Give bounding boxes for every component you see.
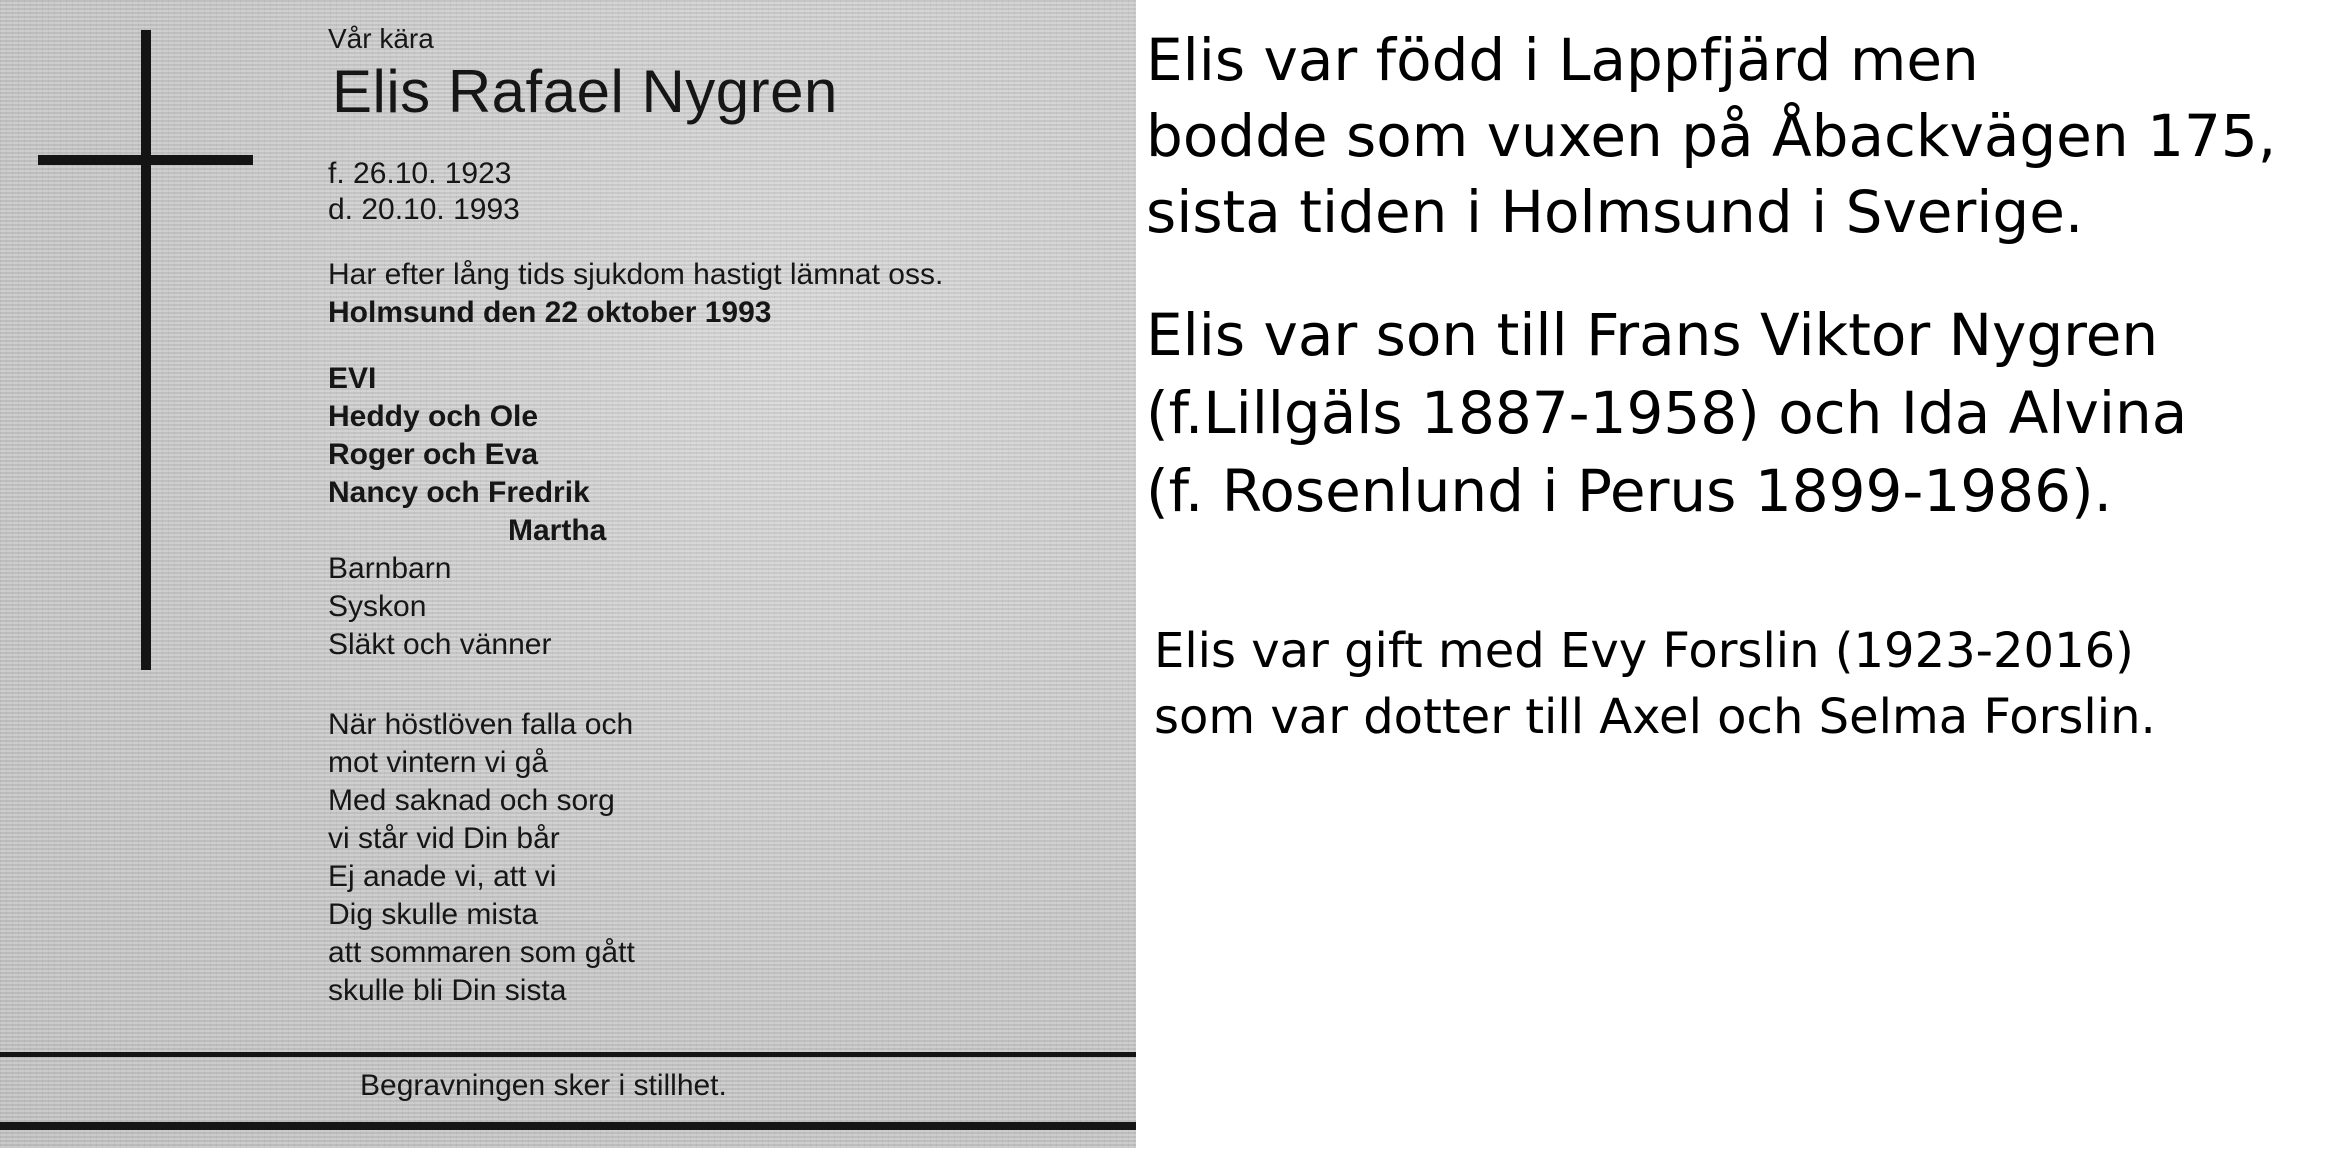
bottom-border-rule: [0, 1122, 1136, 1130]
notice-intro: Vår kära: [328, 23, 434, 54]
paragraph-line: bodde som vuxen på Åbackvägen 175,: [1146, 102, 2277, 170]
mourner-item: Heddy och Ole: [328, 400, 539, 433]
poem-line: Dig skulle mista: [328, 898, 539, 931]
poem-line: skulle bli Din sista: [328, 974, 567, 1007]
birth-date: f. 26.10. 1923: [328, 157, 512, 190]
life-dates: [328, 156, 1088, 228]
funeral-note: Begravningen sker i stillhet.: [360, 1069, 727, 1102]
deceased-name: Elis Rafael Nygren: [332, 58, 838, 125]
death-notice: [328, 22, 1088, 1010]
obituary-clipping: [0, 0, 1136, 1148]
residence-paragraph: [1146, 22, 2336, 250]
poem-line: Med saknad och sorg: [328, 784, 615, 817]
mourner-item: Nancy och Fredrik: [328, 476, 590, 509]
relatives-item: Släkt och vänner: [328, 628, 552, 661]
poem-line: Ej anade vi, att vi: [328, 860, 557, 893]
mourner-item: EVI: [328, 362, 377, 395]
notice-message: [328, 256, 1088, 332]
relatives-item: Syskon: [328, 590, 427, 623]
death-date: d. 20.10. 1993: [328, 193, 520, 226]
paragraph-line: (f.Lillgäls 1887-1958) och Ida Alvina: [1146, 379, 2188, 447]
divider-rule: [0, 1052, 1136, 1057]
mourners-list: [328, 360, 1088, 550]
message-text: Har efter lång tids sjukdom hastigt lämnat oss.: [328, 258, 944, 291]
poem-line: När höstlöven falla och: [328, 708, 634, 741]
cross-vertical-bar: [141, 30, 151, 670]
mourner-item: Martha: [508, 514, 607, 547]
paragraph-line: Elis var gift med Evy Forslin (1923-2016): [1154, 623, 2134, 679]
relatives-list: [328, 550, 1088, 664]
mourner-item: Roger och Eva: [328, 438, 539, 471]
relatives-item: Barnbarn: [328, 552, 452, 585]
paragraph-line: sista tiden i Holmsund i Sverige.: [1146, 178, 2084, 246]
paragraph-line: Elis var son till Frans Viktor Nygren: [1146, 301, 2159, 369]
spouse-paragraph: [1154, 618, 2344, 750]
parents-paragraph: [1146, 296, 2336, 530]
poem-line: att sommaren som gått: [328, 936, 635, 969]
paragraph-line: Elis var född i Lappfjärd men: [1146, 26, 1979, 94]
memorial-poem: [328, 706, 1088, 1010]
poem-line: vi står vid Din bår: [328, 822, 560, 855]
paragraph-line: (f. Rosenlund i Perus 1899-1986).: [1146, 457, 2113, 525]
paragraph-line: som var dotter till Axel och Selma Forslin.: [1154, 689, 2156, 745]
poem-line: mot vintern vi gå: [328, 746, 549, 779]
cross-horizontal-bar: [38, 155, 253, 165]
place-and-date: Holmsund den 22 oktober 1993: [328, 296, 772, 329]
